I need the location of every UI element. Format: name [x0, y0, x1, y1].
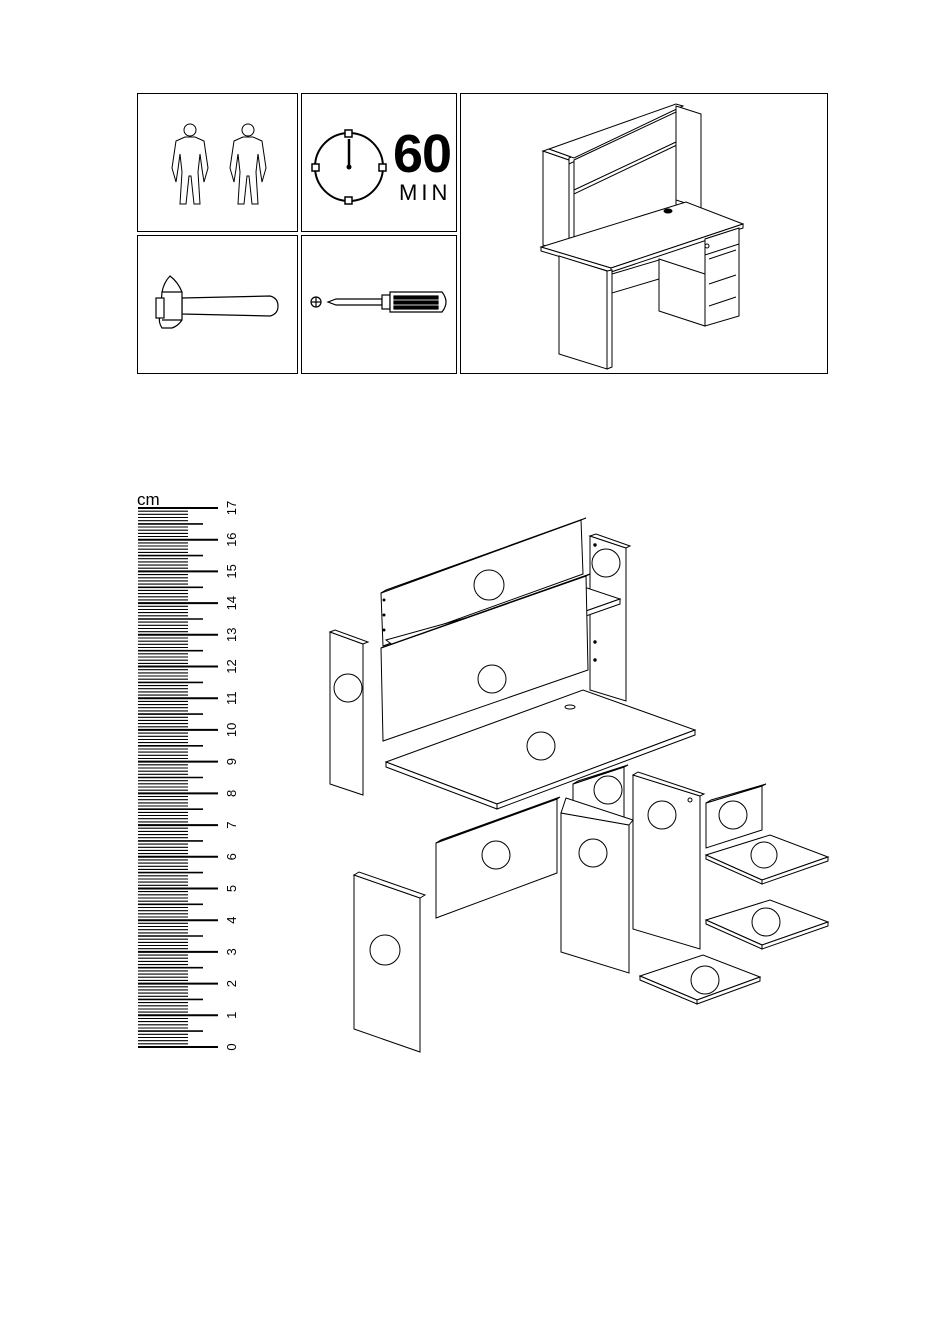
part-cabinet-back [706, 784, 766, 848]
ruler-label: 4 [224, 916, 239, 924]
ruler-label: 2 [224, 979, 239, 988]
ruler-label: 6 [224, 853, 239, 861]
part-left-leg [354, 872, 425, 1052]
ruler-label: 9 [224, 757, 239, 766]
part-shelf-middle [706, 900, 828, 949]
ruler-label: 11 [224, 691, 239, 705]
ruler-label: 14 [224, 595, 239, 611]
ruler-label: 16 [224, 532, 239, 547]
ruler-label: 13 [224, 627, 239, 643]
part-shelf-bottom [640, 955, 760, 1004]
part-hutch-left-side [330, 630, 368, 795]
assembly-time-value: 60 [393, 124, 452, 184]
ruler-unit-label: cm [137, 490, 160, 509]
ruler-label: 3 [224, 948, 239, 956]
part-cabinet-inner-side [633, 772, 704, 949]
ruler-label: 10 [224, 722, 239, 738]
part-modesty-panel [436, 797, 560, 918]
assembly-time-unit: MIN [399, 180, 452, 205]
ruler-label: 7 [224, 821, 239, 829]
ruler-label: 15 [224, 564, 239, 579]
part-cabinet-outer-side [561, 798, 633, 973]
ruler-label: 0 [224, 1043, 239, 1051]
ruler-label: 17 [224, 500, 239, 516]
ruler-label: 12 [224, 659, 239, 674]
ruler-label: 1 [224, 1011, 239, 1019]
ruler-label: 8 [224, 789, 239, 798]
part-hutch-right-side [590, 534, 630, 701]
ruler-label: 5 [224, 884, 239, 893]
